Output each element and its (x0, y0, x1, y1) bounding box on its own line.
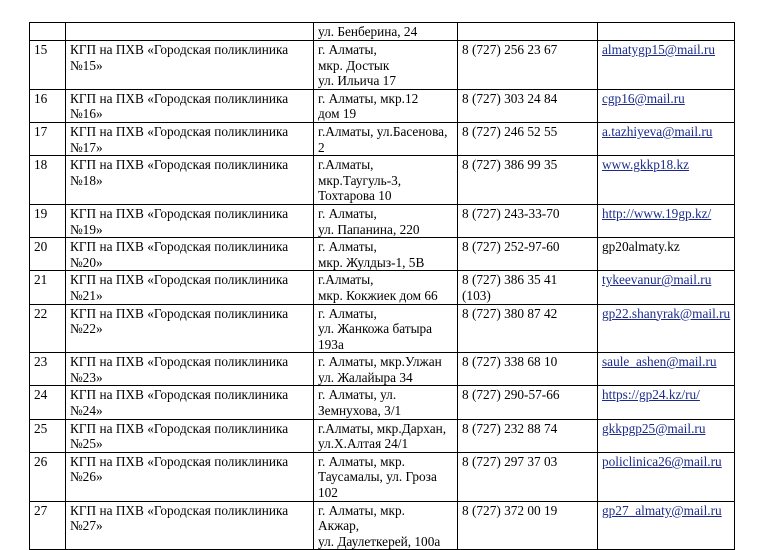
table-row (30, 271, 735, 304)
clinic-address: г. Алматы, ул. Папанина, 220 (314, 204, 458, 237)
clinic-contact (598, 419, 735, 452)
row-number: 22 (30, 304, 66, 353)
clinic-name: КГП на ПХВ «Городская поликлиника №15» (66, 41, 314, 90)
clinic-address: г.Алматы, мкр.Таугуль-3, Тохтарова 10 (314, 156, 458, 205)
clinic-phone: 8 (727) 243-33-70 (458, 204, 598, 237)
clinic-name: КГП на ПХВ «Городская поликлиника №23» (66, 353, 314, 386)
contact-link[interactable]: gp22.shanyrak@mail.ru (602, 305, 731, 321)
clinic-phone: 8 (727) 338 68 10 (458, 353, 598, 386)
clinic-contact (598, 353, 735, 386)
clinic-address: г. Алматы, мкр.12 дом 19 (314, 89, 458, 122)
clinic-name (66, 23, 314, 41)
clinic-phone: 8 (727) 232 88 74 (458, 419, 598, 452)
table-row (30, 238, 735, 271)
contact-link[interactable]: a.tazhiyeva@mail.ru (602, 123, 713, 139)
contact-link[interactable]: http://www.19gp.kz/ (602, 205, 712, 221)
table-row (30, 452, 735, 501)
clinic-phone: 8 (727) 372 00 19 (458, 501, 598, 550)
clinic-phone: 8 (727) 303 24 84 (458, 89, 598, 122)
clinic-name: КГП на ПХВ «Городская поликлиника №17» (66, 122, 314, 155)
row-number: 23 (30, 353, 66, 386)
contact-link[interactable]: https://gp24.kz/ru/ (602, 387, 700, 403)
clinic-name: КГП на ПХВ «Городская поликлиника №26» (66, 452, 314, 501)
table-row (30, 204, 735, 237)
clinic-name: КГП на ПХВ «Городская поликлиника №24» (66, 386, 314, 419)
clinic-address: г. Алматы, мкр. Таусамалы, ул. Гроза 102 (314, 452, 458, 501)
table-row (30, 419, 735, 452)
row-number: 16 (30, 89, 66, 122)
clinic-address: г. Алматы, мкр. Акжар, ул. Даулеткерей, 100а (314, 501, 458, 550)
clinic-address: г.Алматы, ул.Басенова, 2 (314, 122, 458, 155)
clinic-contact (598, 304, 735, 353)
clinic-address: г. Алматы, ул. Земнухова, 3/1 (314, 386, 458, 419)
clinic-name: КГП на ПХВ «Городская поликлиника №19» (66, 204, 314, 237)
table-row (30, 501, 735, 550)
clinic-address: г.Алматы, мкр.Дархан, ул.Х.Алтая 24/1 (314, 419, 458, 452)
row-number: 26 (30, 452, 66, 501)
table-row (30, 304, 735, 353)
clinic-contact (598, 238, 735, 271)
clinic-contact (598, 156, 735, 205)
clinic-contact (598, 122, 735, 155)
table-row (30, 156, 735, 205)
row-number: 20 (30, 238, 66, 271)
clinic-contact (598, 501, 735, 550)
row-number: 17 (30, 122, 66, 155)
contact-link[interactable]: tykeevanur@mail.ru (602, 272, 712, 288)
table-row (30, 89, 735, 122)
contact-link[interactable]: policlinica26@mail.ru (602, 453, 722, 469)
clinic-contact (598, 23, 735, 41)
table-row (30, 122, 735, 155)
clinic-address: г.Алматы, мкр. Кокжиек дом 66 (314, 271, 458, 304)
row-number: 19 (30, 204, 66, 237)
clinic-contact (598, 41, 735, 90)
clinic-address: г. Алматы, мкр. Достык ул. Ильича 17 (314, 41, 458, 90)
clinic-name: КГП на ПХВ «Городская поликлиника №18» (66, 156, 314, 205)
clinic-address: г. Алматы, мкр. Жулдыз-1, 5В (314, 238, 458, 271)
clinic-phone: 8 (727) 252-97-60 (458, 238, 598, 271)
clinics-table (29, 22, 735, 550)
clinic-name: КГП на ПХВ «Городская поликлиника №22» (66, 304, 314, 353)
clinic-phone (458, 23, 598, 41)
clinic-contact (598, 271, 735, 304)
table-row (30, 41, 735, 90)
row-number: 21 (30, 271, 66, 304)
contact-link[interactable]: almatygp15@mail.ru (602, 42, 716, 57)
clinic-name: КГП на ПХВ «Городская поликлиника №25» (66, 419, 314, 452)
row-number: 24 (30, 386, 66, 419)
clinic-name: КГП на ПХВ «Городская поликлиника №16» (66, 89, 314, 122)
contact-link[interactable]: gkkpgp25@mail.ru (602, 420, 706, 436)
clinic-phone: 8 (727) 246 52 55 (458, 122, 598, 155)
row-number: 15 (30, 41, 66, 90)
clinic-address: г. Алматы, ул. Жанкожа батыра 193а (314, 304, 458, 353)
contact-link[interactable]: saule_ashen@mail.ru (602, 354, 717, 370)
clinic-name: КГП на ПХВ «Городская поликлиника №20» (66, 238, 314, 271)
contact-text: gp20almaty.kz (602, 239, 680, 255)
clinic-phone: 8 (727) 386 35 41 (103) (458, 271, 598, 304)
contact-link[interactable]: cgp16@mail.ru (602, 90, 685, 106)
clinic-address: ул. Бенберина, 24 (314, 23, 458, 41)
clinic-contact (598, 204, 735, 237)
clinic-phone: 8 (727) 297 37 03 (458, 452, 598, 501)
clinic-name: КГП на ПХВ «Городская поликлиника №27» (66, 501, 314, 550)
row-number: 25 (30, 419, 66, 452)
clinic-address: г. Алматы, мкр.Улжан ул. Жалайыра 34 (314, 353, 458, 386)
clinic-contact (598, 452, 735, 501)
table-row (30, 23, 735, 41)
row-number (30, 23, 66, 41)
clinic-phone: 8 (727) 380 87 42 (458, 304, 598, 353)
row-number: 18 (30, 156, 66, 205)
clinic-phone: 8 (727) 290-57-66 (458, 386, 598, 419)
clinic-contact (598, 386, 735, 419)
clinic-name: КГП на ПХВ «Городская поликлиника №21» (66, 271, 314, 304)
clinic-phone: 8 (727) 386 99 35 (458, 156, 598, 205)
table-row (30, 386, 735, 419)
clinics-table-body (30, 23, 735, 550)
table-row (30, 353, 735, 386)
clinic-phone: 8 (727) 256 23 67 (458, 41, 598, 90)
clinic-contact (598, 89, 735, 122)
row-number: 27 (30, 501, 66, 550)
contact-link[interactable]: www.gkkp18.kz (602, 157, 690, 173)
contact-link[interactable]: gp27_almaty@mail.ru (602, 502, 722, 518)
